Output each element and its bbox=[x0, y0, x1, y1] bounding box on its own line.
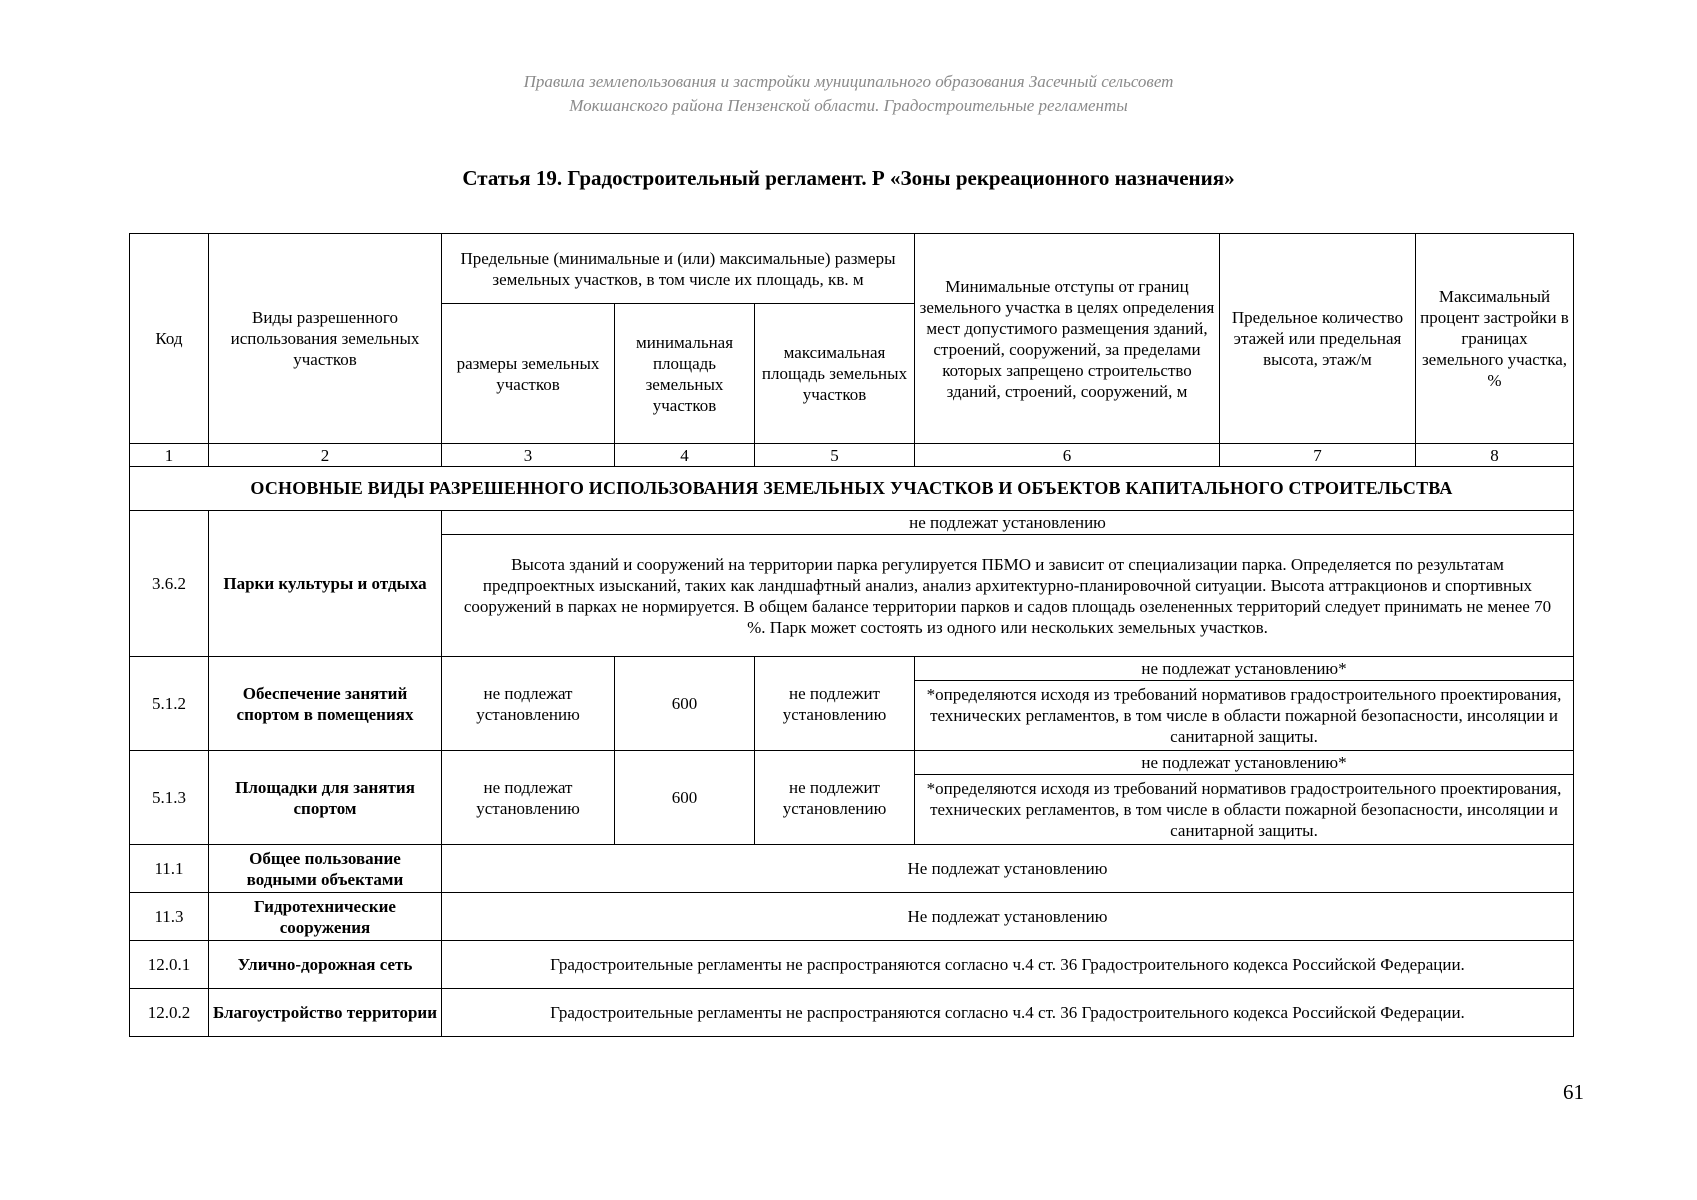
row-name: Улично-дорожная сеть bbox=[209, 941, 442, 989]
running-header bbox=[0, 70, 1697, 118]
running-header-line-1: Правила землепользования и застройки муниципального образования Засечный сельсовет bbox=[523, 72, 1174, 91]
row-sizes: не подлежат установлению bbox=[442, 751, 615, 845]
row-top-note: не подлежат установлению bbox=[442, 511, 1574, 535]
table-row bbox=[130, 893, 1574, 941]
header-floors: Предельное количество этажей или предельная высота, этаж/м bbox=[1220, 234, 1416, 444]
table-row bbox=[130, 941, 1574, 989]
table-row bbox=[130, 845, 1574, 893]
column-number: 3 bbox=[442, 444, 615, 467]
table-row bbox=[130, 989, 1574, 1037]
row-name: Общее пользование водными объектами bbox=[209, 845, 442, 893]
row-code: 3.6.2 bbox=[130, 511, 209, 657]
table-row bbox=[130, 511, 1574, 535]
regulation-table bbox=[129, 233, 1574, 1037]
column-number: 2 bbox=[209, 444, 442, 467]
header-kind: Виды разрешенного использования земельных участков bbox=[209, 234, 442, 444]
running-header-line-2: Мокшанского района Пензенской области. Градостроительные регламенты bbox=[569, 96, 1128, 115]
row-text: Не подлежат установлению bbox=[442, 845, 1574, 893]
row-name: Гидротехнические сооружения bbox=[209, 893, 442, 941]
row-code: 12.0.1 bbox=[130, 941, 209, 989]
table-row bbox=[130, 657, 1574, 681]
row-note: *определяются исходя из требований нормативов градостроительного проектирования, технических регламентов, в том числе в области пожарной безопасности, инсоляции и санитарной защиты. bbox=[915, 775, 1574, 845]
row-text: Градостроительные регламенты не распространяются согласно ч.4 ст. 36 Градостроительного кодекса Российской Федерации. bbox=[442, 989, 1574, 1037]
column-number: 7 bbox=[1220, 444, 1416, 467]
row-max-area: не подлежит установлению bbox=[755, 751, 915, 845]
row-name: Площадки для занятия спортом bbox=[209, 751, 442, 845]
row-min-area: 600 bbox=[615, 751, 755, 845]
row-text: Не подлежат установлению bbox=[442, 893, 1574, 941]
header-row-1 bbox=[130, 234, 1574, 304]
row-name: Обеспечение занятий спортом в помещениях bbox=[209, 657, 442, 751]
row-top-note: не подлежат установлению* bbox=[915, 751, 1574, 775]
row-top-note: не подлежат установлению* bbox=[915, 657, 1574, 681]
row-code: 5.1.3 bbox=[130, 751, 209, 845]
row-name: Парки культуры и отдыха bbox=[209, 511, 442, 657]
row-code: 11.1 bbox=[130, 845, 209, 893]
header-sizes: размеры земельных участков bbox=[442, 304, 615, 444]
header-min-area: минимальная площадь земельных участков bbox=[615, 304, 755, 444]
column-number: 6 bbox=[915, 444, 1220, 467]
section-title: ОСНОВНЫЕ ВИДЫ РАЗРЕШЕННОГО ИСПОЛЬЗОВАНИЯ ЗЕМЕЛЬНЫХ УЧАСТКОВ И ОБЪЕКТОВ КАПИТАЛЬНОГО СТРОИТЕЛЬСТВА bbox=[130, 467, 1574, 511]
table-row bbox=[130, 751, 1574, 775]
row-min-area: 600 bbox=[615, 657, 755, 751]
row-text: Градостроительные регламенты не распространяются согласно ч.4 ст. 36 Градостроительного кодекса Российской Федерации. bbox=[442, 941, 1574, 989]
row-code: 5.1.2 bbox=[130, 657, 209, 751]
header-coverage: Максимальный процент застройки в границах земельного участка, % bbox=[1416, 234, 1574, 444]
row-note: Высота зданий и сооружений на территории парка регулируется ПБМО и зависит от специализации парка. Определяется по результатам предпроектных изысканий, таких как ландшафтный анализ, анализ архитектурно-планировочной ситуации. Высота аттракционов и спортивных сооружений в парках не нормируется. В общем балансе территории парков и садов площадь озелененных территорий следует принимать не менее 70 %. Парк может состоять из одного или нескольких земельных участков. bbox=[442, 535, 1574, 657]
page-number: 61 bbox=[1563, 1080, 1584, 1104]
column-number: 5 bbox=[755, 444, 915, 467]
row-sizes: не подлежат установлению bbox=[442, 657, 615, 751]
header-max-area: максимальная площадь земельных участков bbox=[755, 304, 915, 444]
article-title: Статья 19. Градостроительный регламент. Р «Зоны рекреационного назначения» bbox=[462, 166, 1235, 190]
column-number: 4 bbox=[615, 444, 755, 467]
column-numbers-row bbox=[130, 444, 1574, 467]
row-code: 12.0.2 bbox=[130, 989, 209, 1037]
header-setbacks: Минимальные отступы от границ земельного участка в целях определения мест допустимого размещения зданий, строений, сооружений, за пределами которых запрещено строительство зданий, строений, сооружений, м bbox=[915, 234, 1220, 444]
header-limits-group: Предельные (минимальные и (или) максимальные) размеры земельных участков, в том числе их площадь, кв. м bbox=[442, 234, 915, 304]
column-number: 1 bbox=[130, 444, 209, 467]
row-code: 11.3 bbox=[130, 893, 209, 941]
section-header-row bbox=[130, 467, 1574, 511]
row-name: Благоустройство территории bbox=[209, 989, 442, 1037]
row-note: *определяются исходя из требований нормативов градостроительного проектирования, технических регламентов, в том числе в области пожарной безопасности, инсоляции и санитарной защиты. bbox=[915, 681, 1574, 751]
column-number: 8 bbox=[1416, 444, 1574, 467]
row-max-area: не подлежит установлению bbox=[755, 657, 915, 751]
header-code: Код bbox=[130, 234, 209, 444]
